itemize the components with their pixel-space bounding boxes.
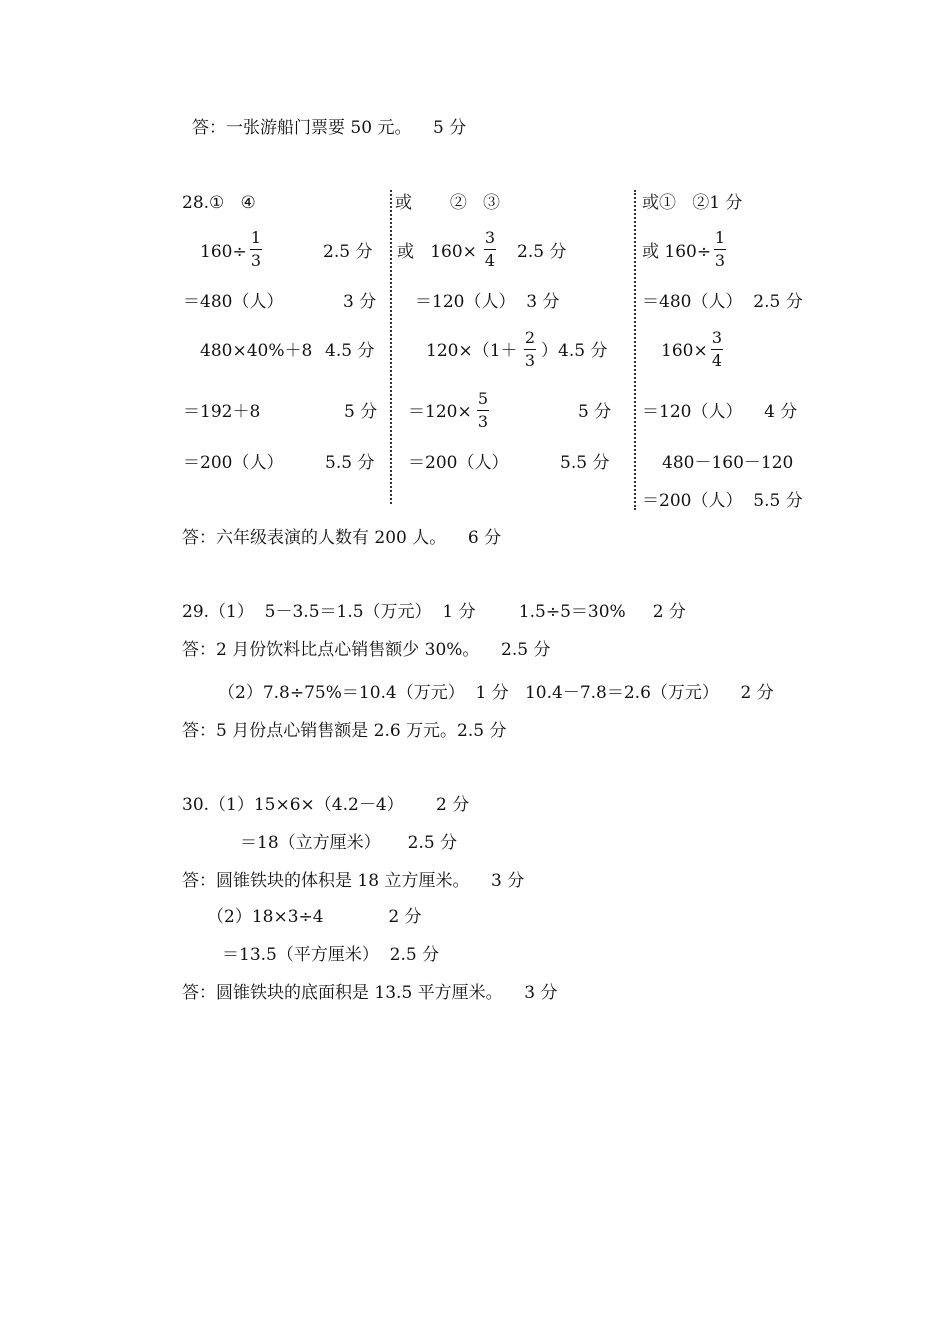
q28-col1-score1: 2.5 分 bbox=[323, 242, 373, 262]
q28-col3-step6: ＝200（人） 5.5 分 bbox=[642, 491, 803, 511]
q28-col2-score4: 5 分 bbox=[578, 402, 612, 422]
q28-col3-header: 或① ②1 分 bbox=[642, 193, 743, 213]
fraction-numerator: 3 bbox=[484, 228, 496, 247]
fraction-numerator: 2 bbox=[524, 328, 536, 347]
q28-col3-step5: 480－160－120 bbox=[662, 453, 794, 473]
fraction-denominator: 3 bbox=[714, 251, 726, 270]
column-divider-2 bbox=[634, 190, 636, 510]
q28-col3-step2: ＝480（人） 2.5 分 bbox=[642, 292, 803, 312]
fraction-denominator: 4 bbox=[484, 251, 496, 270]
answer-top: 答：一张游船门票要 50 元。 5 分 bbox=[192, 118, 467, 138]
fraction-denominator: 4 bbox=[711, 351, 723, 370]
q28-col2-step1: 或 160× bbox=[397, 242, 477, 262]
fraction-numerator: 5 bbox=[477, 389, 489, 408]
q28-col1-step3: 480×40%＋8 bbox=[200, 341, 313, 361]
q28-col1-header: 28.① ④ bbox=[182, 193, 256, 213]
column-divider-1 bbox=[390, 190, 392, 504]
q29-answer1: 答：2 月份饮料比点心销售额少 30%。 2.5 分 bbox=[182, 640, 551, 660]
q28-col2-score5: 5.5 分 bbox=[560, 453, 610, 473]
q30-answer1: 答：圆锥铁块的体积是 18 立方厘米。 3 分 bbox=[182, 871, 525, 891]
q30-part1: 30.（1）15×6×（4.2－4） 2 分 bbox=[182, 795, 470, 815]
q28-answer: 答：六年级表演的人数有 200 人。 6 分 bbox=[182, 528, 502, 548]
q28-col2-fraction-1 bbox=[484, 229, 496, 270]
q28-col3-step3: 160× bbox=[661, 341, 708, 361]
q28-col2-step2: ＝120（人） 3 分 bbox=[415, 292, 560, 312]
q29-answer2: 答：5 月份点心销售额是 2.6 万元。2.5 分 bbox=[182, 721, 507, 741]
q28-col1-step5: ＝200（人） bbox=[183, 453, 284, 473]
q28-col2-header: 或 ② ③ bbox=[395, 193, 501, 213]
fraction-numerator: 3 bbox=[711, 328, 723, 347]
fraction-denominator: 3 bbox=[524, 351, 536, 370]
q29-part2: （2）7.8÷75%＝10.4（万元） 1 分 10.4－7.8＝2.6（万元） 2 分 bbox=[218, 683, 774, 703]
fraction-numerator: 1 bbox=[250, 228, 262, 247]
q28-col3-step4: ＝120（人） 4 分 bbox=[642, 402, 798, 422]
q28-col1-score3: 4.5 分 bbox=[325, 341, 375, 361]
q30-part1-result: ＝18（立方厘米） 2.5 分 bbox=[240, 833, 458, 853]
q28-col1-step2: ＝480（人） bbox=[183, 292, 284, 312]
q28-col1-score5: 5.5 分 bbox=[325, 453, 375, 473]
q28-col1-step4: ＝192＋8 bbox=[183, 402, 261, 422]
q28-col2-step4: ＝120× bbox=[408, 402, 472, 422]
q28-col2-score1: 2.5 分 bbox=[517, 242, 567, 262]
q28-col2-step3b: ）4.5 分 bbox=[541, 341, 608, 361]
q28-col1-step1: 160÷ bbox=[200, 242, 247, 262]
q28-col3-fraction-1 bbox=[714, 229, 726, 270]
q28-col2-step3a: 120×（1＋ bbox=[426, 341, 518, 361]
q28-col1-score4: 5 分 bbox=[344, 402, 378, 422]
q30-part2: （2）18×3÷4 2 分 bbox=[207, 907, 422, 927]
fraction-denominator: 3 bbox=[477, 412, 489, 431]
fraction-denominator: 3 bbox=[250, 251, 262, 270]
fraction-numerator: 1 bbox=[714, 228, 726, 247]
q30-answer2: 答：圆锥铁块的底面积是 13.5 平方厘米。 3 分 bbox=[182, 983, 558, 1003]
q28-col2-fraction-3 bbox=[477, 390, 489, 431]
q28-col3-step1: 或 160÷ bbox=[642, 242, 712, 262]
q28-col1-score2: 3 分 bbox=[343, 292, 377, 312]
q28-col1-fraction-1 bbox=[250, 229, 262, 270]
q28-col2-fraction-2 bbox=[524, 329, 536, 370]
q30-part2-result: ＝13.5（平方厘米） 2.5 分 bbox=[222, 945, 440, 965]
q29-part1: 29.（1） 5－3.5＝1.5（万元） 1 分 1.5÷5＝30% 2 分 bbox=[182, 602, 686, 622]
q28-col2-step5: ＝200（人） bbox=[408, 453, 509, 473]
q28-col3-fraction-2 bbox=[711, 329, 723, 370]
